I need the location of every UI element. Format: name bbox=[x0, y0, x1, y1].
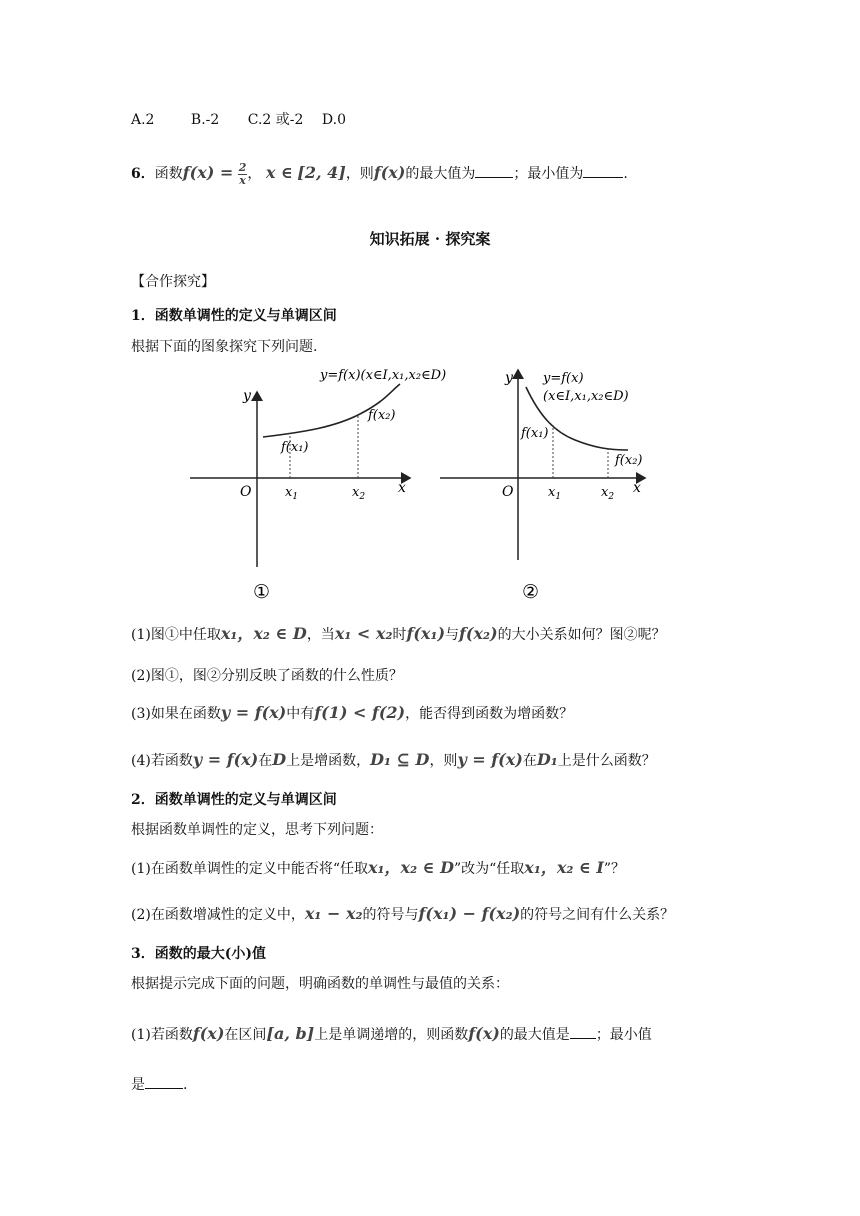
graph-1-number: ① bbox=[253, 581, 271, 603]
question-p2: (2)图①，图②分别反映了函数的什么性质？ bbox=[131, 668, 403, 684]
question-p5: (1)在函数单调性的定义中能否将“任取x₁，x₂ ∈ D”改为“任取x₁，x₂ ∈ I”？ bbox=[131, 858, 626, 877]
question-p7: (1)若函数f(x)在区间[a, b]上是单调递增的，则函数f(x)的最大值是 ；最小值 bbox=[131, 1024, 652, 1043]
x-label: x bbox=[633, 480, 641, 496]
intro-3: 根据提示完成下面的问题，明确函数的单调性与最值的关系： bbox=[131, 976, 509, 992]
option-c: C.2 或-2 bbox=[247, 112, 304, 128]
option-b: B.-2 bbox=[190, 112, 220, 128]
graph-1 bbox=[185, 362, 447, 607]
answer-blank-min[interactable] bbox=[583, 163, 623, 178]
question-p1: (1)图①中任取x₁，x₂ ∈ D，当x₁ < x₂时f(x₁)与f(x₂)的大小关系如何？图②呢？ bbox=[131, 624, 666, 643]
x2-label: $x_2$ bbox=[601, 485, 615, 502]
question-p3: (3)如果在函数y = f(x)中有f(1) < f(2)，能否得到函数为增函数？ bbox=[131, 703, 574, 722]
option-a: A.2 bbox=[131, 112, 155, 128]
graph-2 bbox=[435, 362, 670, 607]
y-label: y bbox=[243, 388, 251, 404]
coop-label: 【合作探究】 bbox=[131, 274, 215, 290]
q6-fx2: f(x) bbox=[373, 163, 406, 182]
graph-2-number: ② bbox=[522, 581, 540, 603]
x1-label: $x_1$ bbox=[548, 485, 562, 502]
q6-x-in: x ∈ bbox=[265, 163, 293, 182]
answer-blank-min[interactable] bbox=[145, 1074, 183, 1089]
heading-3: 3．函数的最大(小)值 bbox=[131, 946, 266, 962]
fx2-label: f(x₂) bbox=[368, 408, 396, 423]
graph-1-title: y=f(x)(x∈I,x₁,x₂∈D) bbox=[320, 368, 447, 383]
answer-blank-max[interactable] bbox=[475, 163, 513, 178]
fx1-label: f(x₁) bbox=[521, 426, 549, 441]
x-label: x bbox=[398, 480, 406, 496]
origin-label: O bbox=[502, 484, 514, 500]
question-p4: (4)若函数y = f(x)在D上是增函数，D₁ ⊆ D，则y = f(x)在D₁上是什么函数？ bbox=[131, 750, 656, 769]
q5-options bbox=[131, 110, 346, 130]
option-d: D.0 bbox=[321, 112, 346, 128]
fx2-label: f(x₂) bbox=[615, 453, 643, 468]
section-title: 知识拓展 · 探究案 bbox=[369, 230, 491, 248]
x1-label: $x_1$ bbox=[285, 485, 299, 502]
origin-label: O bbox=[240, 484, 252, 500]
q6-interval: [2, 4] bbox=[297, 163, 346, 182]
answer-blank-max[interactable] bbox=[570, 1024, 596, 1039]
q6-fraction: $\frac{2}{x}$ bbox=[238, 160, 247, 187]
intro-1: 根据下面的图象探究下列问题. bbox=[131, 339, 318, 355]
graph-2-title-1: y=f(x) bbox=[543, 371, 584, 386]
question-p6: (2)在函数增减性的定义中，x₁ − x₂的符号与f(x₁) − f(x₂)的符号之间有什么关系？ bbox=[131, 904, 675, 923]
graph-2-title-2: (x∈I,x₁,x₂∈D) bbox=[543, 389, 629, 404]
question-p8: 是 . bbox=[131, 1074, 187, 1095]
q6-text: 函数 bbox=[154, 166, 183, 182]
x2-label: $x_2$ bbox=[352, 485, 366, 502]
question-6: 6．函数f(x) = $\frac{2}{x}$ ， x ∈ [2, 4]，则f(x)的最大值为 ；最小值为 . bbox=[131, 160, 628, 187]
question-number: 6． bbox=[131, 166, 155, 182]
heading-2: 2．函数单调性的定义与单调区间 bbox=[131, 792, 337, 808]
q6-fx: f(x) = bbox=[182, 163, 234, 182]
intro-2: 根据函数单调性的定义，思考下列问题： bbox=[131, 822, 383, 838]
heading-1: 1．函数单调性的定义与单调区间 bbox=[131, 308, 337, 324]
fx1-label: f(x₁) bbox=[281, 440, 309, 455]
y-label: y bbox=[505, 370, 513, 386]
